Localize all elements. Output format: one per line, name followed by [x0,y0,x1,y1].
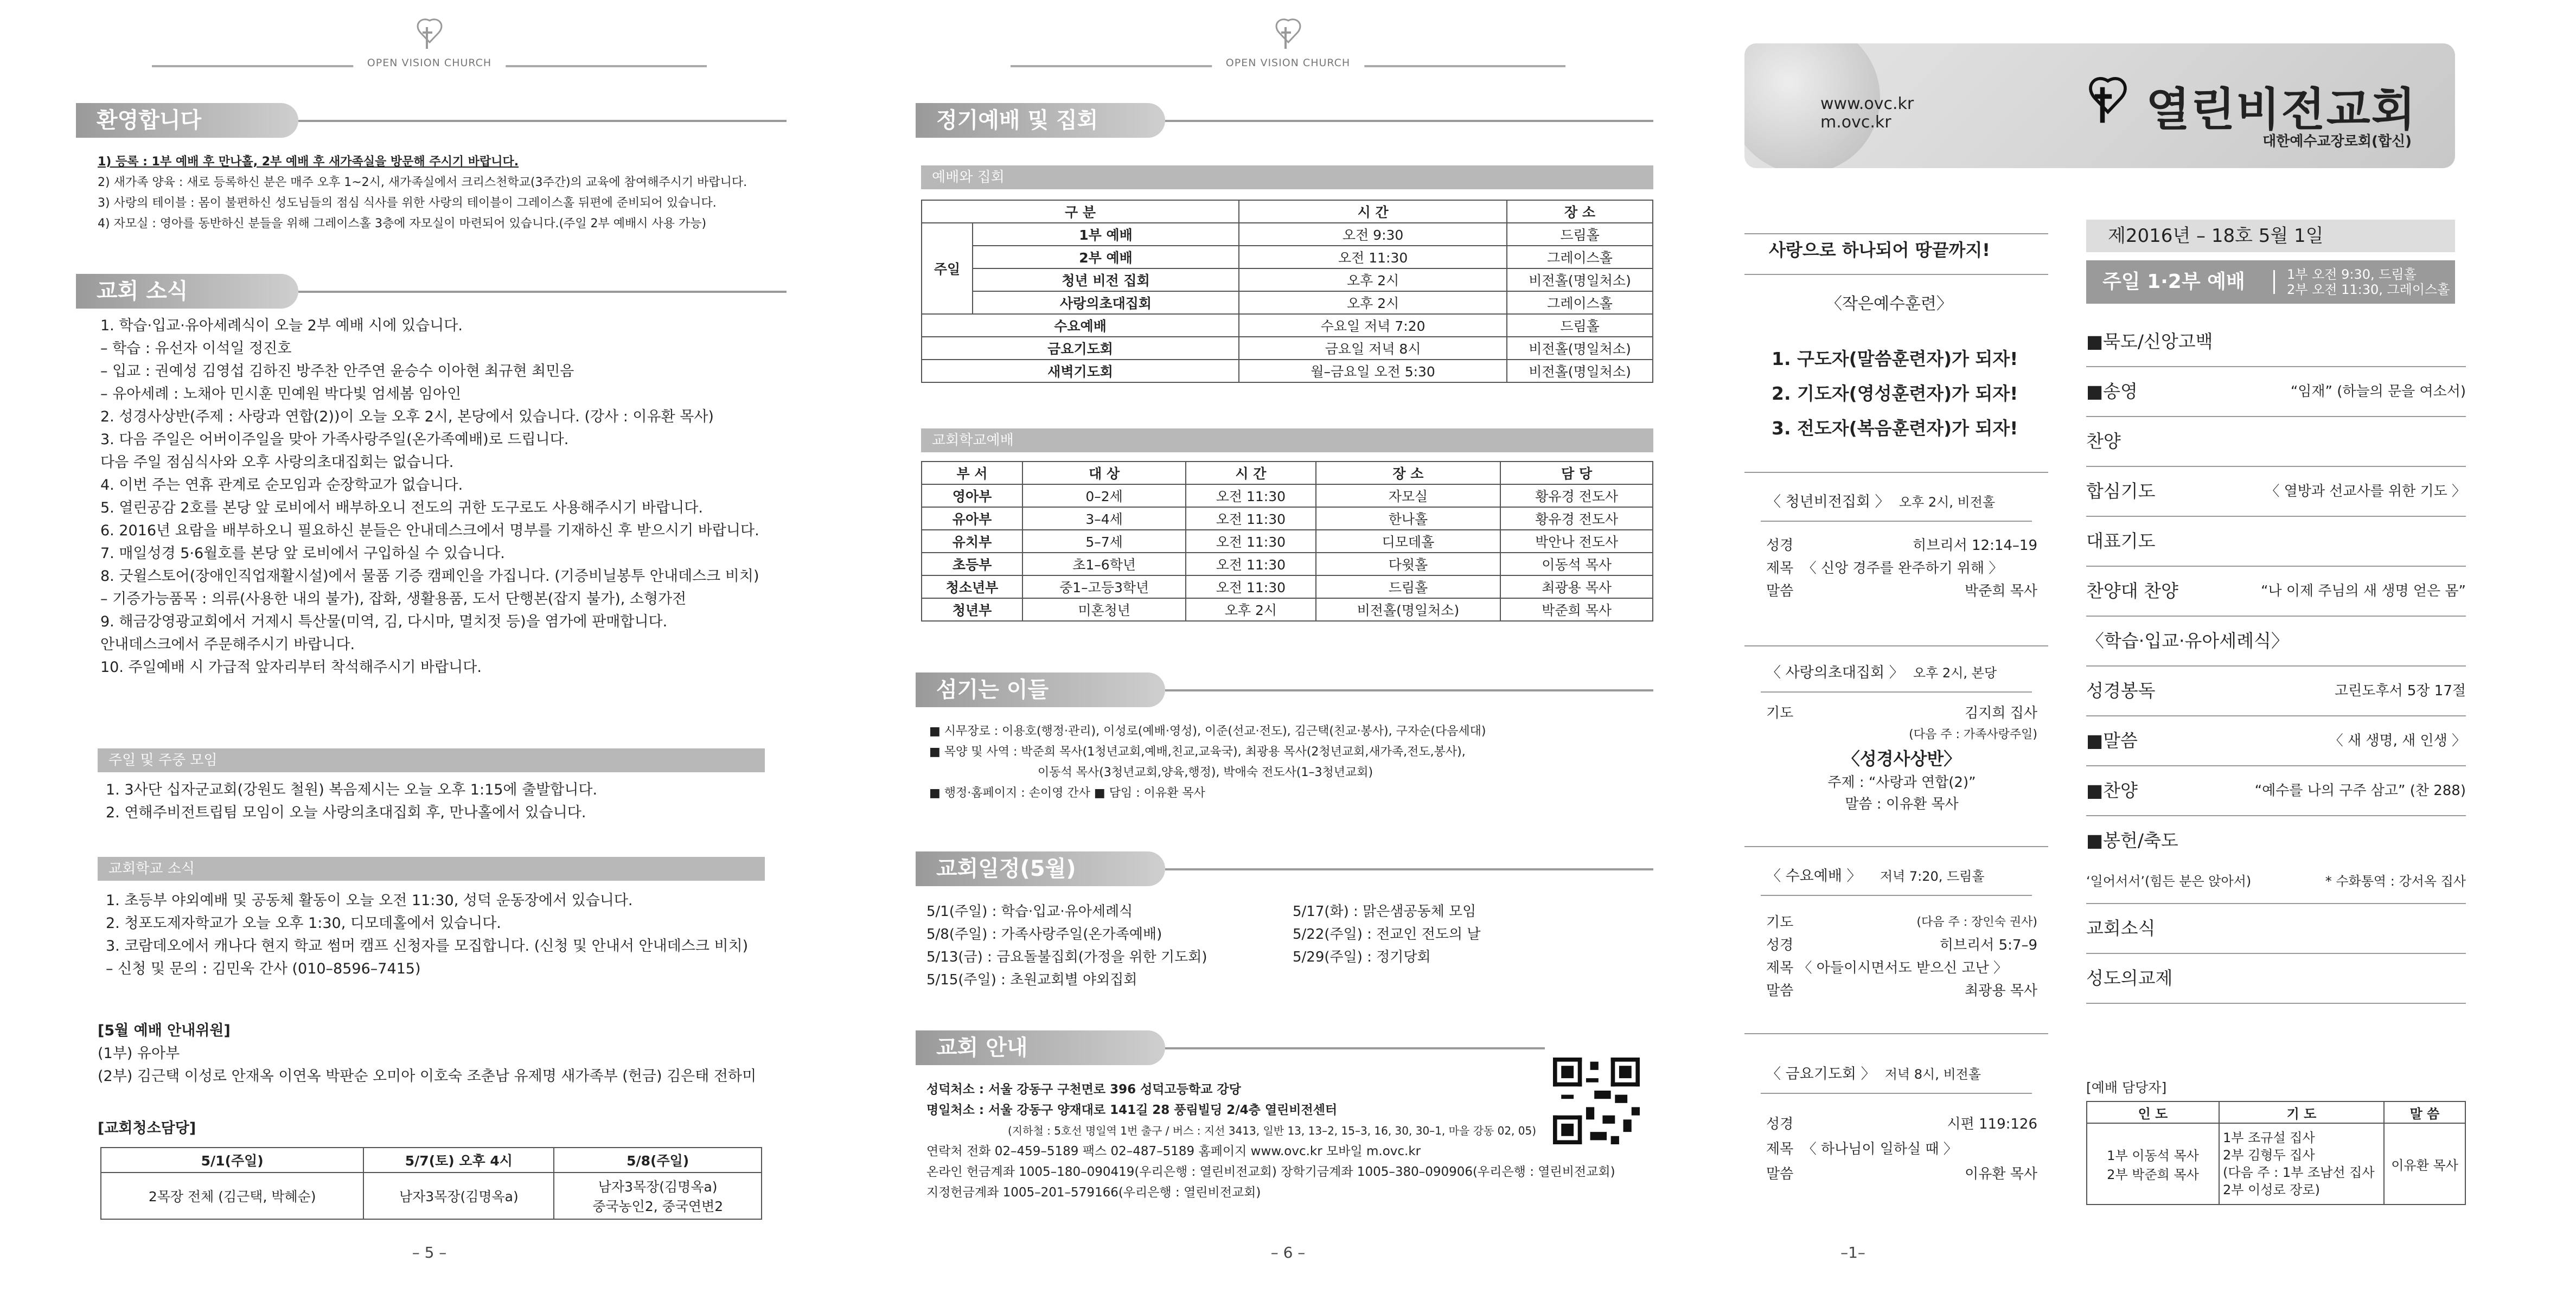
denomination: 대한예수교장로회(합신) [2262,133,2412,150]
order-item: 교회소식 [2086,904,2466,954]
cell-line: 남자3목장(김명옥a) [598,1179,718,1195]
detail-row [1766,1162,2037,1187]
news-item: 5. 열린공감 2호를 본당 앞 로비에서 배부하오니 전도의 귀한 도구로도 사용해주시기 바랍니다. [100,499,703,516]
table-cell: 영아부 [922,484,1022,507]
school-item: – 신청 및 문의 : 김민욱 간사 (010–8596–7415) [106,960,421,977]
table-cell: 오전 9:30 [1239,223,1507,246]
info-item: 성덕처소 : 서울 강동구 구천면로 396 성덕고등학교 강당 [926,1082,1241,1097]
column-rule [1744,1033,2048,1034]
detail-value: 히브리서 12:14–19 [1913,537,2037,554]
service-times [2287,267,2450,297]
school-news-list [106,889,748,981]
cell-line: 2부 김형두 집사 [2223,1148,2315,1163]
subsection-meetings-title: 주일 및 주중 모임 [98,748,765,772]
table-cell: 비전홀(명일처소) [1507,268,1653,291]
school-item: 1. 초등부 야외예배 및 공동체 활동이 오늘 오전 11:30, 성덕 운동장에서 있습니다. [106,892,633,909]
detail-row [1766,580,2037,603]
subsection-school-title: 교회학교 소식 [98,857,765,881]
detail-label: 말씀 [1766,983,1794,999]
info-item: 지정헌금계좌 1005–201–579166(우리은행 : 열린비전교회) [926,1186,1261,1200]
order-item [2086,517,2466,567]
table-header: 구 분 [922,200,1239,223]
order-value: “나 이제 주님의 새 생명 얻은 몸” [2261,583,2466,599]
may-ushers-title: [5월 예배 안내위원] [98,1022,231,1039]
order-label: 찬양 [2086,431,2121,452]
news-item: 4. 이번 주는 연휴 관계로 순모임과 순장학교가 없습니다. [100,477,463,494]
welcome-item: 1) 등록 : 1부 예배 후 만나홀, 2부 예배 후 새가족실을 방문해 주시기 바랍니다. [98,155,519,169]
page-number: –1– [1840,1244,1865,1261]
section-rule [298,120,787,122]
table-cell: 비전홀(명일처소) [1507,337,1653,360]
table-cell: 자모실 [1316,484,1501,507]
order-item [2086,716,2466,766]
news-item: 9. 해금강영광교회에서 거제시 특산물(미역, 김, 다시마, 멸치젓 등)을 염가에 판매합니다. [100,613,668,630]
table-group-cell: 주일 [922,223,973,314]
order-item [2086,766,2466,816]
table-cell: 오전 11:30 [1186,507,1315,530]
table-cell: 청년부 [922,598,1022,621]
table-header: 5/8(주일) [554,1148,762,1173]
meeting-item: 1. 3사단 십자군교회(강원도 철원) 복음제시는 오늘 오후 1:15에 출발합니다. [106,781,598,798]
url[interactable]: m.ovc.kr [1820,113,1891,132]
table-cell: 오전 11:30 [1186,575,1315,598]
school-item: 3. 코람데오에서 캐나다 현지 학교 썸머 캠프 신청자를 모집합니다. (신청 및 안내서 안내데스크 비치) [106,938,749,955]
table-cell: 초1–6학년 [1022,553,1186,575]
section-rule [1165,120,1653,122]
news-item: 다음 주일 점심식사와 오후 사랑의초대집회는 없습니다. [100,454,454,471]
table-header: 담 당 [1500,462,1653,484]
order-label: ■송영 [2086,381,2138,402]
detail-label: 제목 [1766,560,1794,576]
info-item: 온라인 헌금계좌 1005–180–090419(우리은행 : 열린비전교회) 장학기금계좌 1005–380–090906(우리은행 : 열린비전교회) [926,1165,1615,1179]
table-cell: 사랑의초대집회 [973,291,1239,314]
cleaning-table [100,1147,762,1220]
detail-value: 박준희 목사 [1965,583,2037,599]
section-worship-title: 정기예배 및 집회 [916,103,1165,138]
table-cell: 최광용 목사 [1500,575,1653,598]
goal-item: 3. 전도자(복음훈련자)가 되자! [1772,418,2018,439]
table-cell: 청소년부 [922,575,1022,598]
church-logo-icon [2081,73,2135,127]
table-cell: 유치부 [922,530,1022,553]
service-banner [2086,260,2455,304]
table-cell: 미혼청년 [1022,598,1186,621]
cell-line: 1부 이동석 목사 [2107,1148,2199,1163]
meetings-list [106,779,597,824]
table-cell: 유아부 [922,507,1022,530]
meeting-title: 〈 청년비전집회 〉 [1766,494,1890,510]
section-info-title: 교회 안내 [916,1030,1165,1065]
news-item: 7. 매일성경 5·6월호를 본당 앞 로비에서 구입하실 수 있습니다. [100,545,505,562]
table-cell: 드림홀 [1507,314,1653,337]
youth-meeting-details [1766,534,2037,603]
order-item [2086,617,2466,667]
table-cell: 수요예배 [922,314,1239,337]
table-cell: 드림홀 [1316,575,1501,598]
welcome-item: 4) 자모실 : 영아를 동반하신 분들을 위해 그레이스홀 3층에 자모실이 마련되어 있습니다.(주일 2부 예배시 사용 가능) [98,217,707,230]
table-header: 5/7(토) 오후 4시 [363,1148,554,1173]
table-cell: 금요일 저녁 8시 [1239,337,1507,360]
goal-item: 1. 구도자(말씀훈련자)가 되자! [1772,348,2018,369]
church-name: 열린비전교회 [2146,83,2417,136]
schedule-item: 5/1(주일) : 학습·입교·유아세례식 [926,904,1133,920]
detail-label: 성경 [1766,937,1794,953]
table-cell: 남자3목장(김명옥a) [363,1173,554,1219]
column-rule [1744,274,2048,275]
info-item: (지하철 : 5호선 명일역 1번 출구 / 버스 : 지선 3413, 일반 13, 13–2, 15–3, 16, 30, 30–1, 마을 강동 02, 05) [1008,1124,1537,1137]
table-cell: 그레이스홀 [1507,291,1653,314]
page-number: – 5 – [412,1244,447,1261]
youth-meeting-heading [1766,491,1995,514]
detail-note: (다음 주 : 가족사랑주일) [1909,728,2037,741]
running-header [859,16,1717,76]
news-item: 10. 주일예배 시 가급적 앞자리부터 착석해주시기 바랍니다. [100,659,482,676]
table-cell: 황유경 전도사 [1500,484,1653,507]
servant-item: ■ 시무장로 : 이용호(행정·관리), 이성로(예배·영성), 이준(선교·전도), 김근택(친교·봉사), 구자순(다음세대) [929,725,1486,738]
table-header: 말 씀 [2384,1101,2465,1123]
detail-row [1766,1137,2037,1162]
order-item [2086,467,2466,517]
order-value: “임재” (하늘의 문을 여소서) [2290,383,2466,400]
detail-row [1766,911,2037,934]
servant-item: ■ 행정·홈페이지 : 손이영 간사 ■ 담임 : 이유환 목사 [929,786,1205,800]
welcome-list [98,152,747,234]
section-servants-title: 섬기는 이들 [916,672,1165,707]
page-number: – 6 – [1270,1244,1306,1261]
table-header: 시 간 [1186,462,1315,484]
news-item: 안내데스크에서 주문해주시기 바랍니다. [100,636,355,653]
table-cell [2219,1123,2384,1205]
cell-line: (다음 주 : 1부 조남선 집사 [2223,1165,2375,1180]
schedule-item: 5/29(주일) : 정기당회 [1293,949,1431,965]
info-list [926,1079,1615,1203]
table-cell: 새벽기도회 [922,360,1239,382]
meeting-time: 오후 2시, 본당 [1913,665,1997,681]
school-worship-table [921,461,1653,622]
detail-value: 〈 아들이시면서도 받으신 고난 〉 [1798,960,2008,976]
news-item: 8. 굿윌스토어(장애인직업재활시설)에서 물품 기증 캠페인을 가집니다. (기증비닐봉투 안내데스크 비치) [100,568,759,585]
table-cell: 오전 11:30 [1239,246,1507,268]
info-item: 명일처소 : 서울 강동구 양재대로 141길 28 풍림빌딩 2/4층 열린비전센터 [926,1103,1338,1117]
order-item [2086,367,2466,417]
news-list [100,315,759,679]
duty-table [2086,1101,2466,1205]
schedule-right [1293,900,1481,969]
detail-value: 〈 하나님이 일하실 때 〉 [1802,1141,1958,1157]
table-cell: 중1–고등3학년 [1022,575,1186,598]
table-cell: 오전 11:30 [1186,530,1315,553]
detail-value: 시편 119:126 [1947,1116,2037,1132]
cell-line: 1부 조규설 집사 [2223,1130,2315,1145]
schedule-item: 5/22(주일) : 전교인 전도의 날 [1293,926,1481,943]
table-header: 기 도 [2219,1101,2384,1123]
heading-rule [1761,1093,2032,1094]
column-rule [1744,472,2048,473]
news-item: – 기증가능품목 : 의류(사용한 내의 불가), 잡화, 생활용품, 도서 단행본(잡지 불가), 소형가전 [100,591,687,607]
table-cell: 월–금요일 오전 5:30 [1239,360,1507,382]
servant-item: 이동석 목사(3청년교회,양육,행정), 박애숙 전도사(1–3청년교회) [1038,766,1373,779]
schedule-item: 5/13(금) : 금요돌불집회(가정을 위한 기도회) [926,949,1207,965]
cell-line: 2부 이성로 장로) [2223,1182,2320,1197]
slogan: 사랑으로 하나되어 땅끝까지! [1769,240,1990,260]
table-header: 대 상 [1022,462,1186,484]
detail-label: 제목 [1766,1141,1794,1157]
church-goals [1772,342,2018,446]
order-label: ■묵도/신앙고백 [2086,331,2213,352]
order-value: 고린도후서 5장 17절 [2335,683,2466,699]
detail-value: 김지희 집사 [1965,705,2037,721]
column-rule [1744,233,2048,234]
info-item: 연락처 전화 02–459–5189 팩스 02–487–5189 홈페이지 www.ovc.kr 모바일 m.ovc.kr [926,1144,1421,1158]
meeting-title: 〈 금요기도회 〉 [1766,1066,1876,1082]
table-cell: 박준희 목사 [1500,598,1653,621]
sign-language: * 수화통역 : 강서옥 집사 [2325,874,2466,889]
school-item: 2. 청포도제자학교가 오늘 오후 1:30, 디모데홀에서 있습니다. [106,915,501,932]
schedule-item: 5/17(화) : 맑은샘공동체 모임 [1293,904,1476,920]
meeting-time: 저녁 7:20, 드림홀 [1880,869,1985,884]
section-rule [1165,868,1653,870]
header-church-name: OPEN VISION CHURCH [353,57,506,69]
detail-row [1766,557,2037,580]
detail-row [1766,979,2037,1002]
class-title: 〈성경사상반〉 [1842,748,1961,769]
church-urls [1820,95,1914,132]
class-theme: 주제 : “사랑과 연합(2)” [1827,774,1976,791]
table-cell: 이동석 목사 [1500,553,1653,575]
detail-value: 최광용 목사 [1965,983,2037,999]
news-item: – 입교 : 권예성 김영섭 김하진 방주찬 안주연 윤승수 이아현 최규현 최민음 [100,363,574,380]
schedule-item: 5/15(주일) : 초원교회별 야외집회 [926,972,1137,988]
wednesday-service-details [1766,911,2037,1002]
order-item [2086,567,2466,617]
goal-item: 2. 기도자(영성훈련자)가 되자! [1772,383,2018,404]
detail-label: 제목 [1766,960,1794,976]
welcome-item: 3) 사랑의 테이블 : 몸이 불편하신 성도님들의 점심 식사를 위한 사랑의 테이블이 그레이스홀 뒤편에 준비되어 있습니다. [98,196,717,210]
table-cell: 디모데홀 [1316,530,1501,553]
divider [2273,270,2275,294]
table-cell [554,1173,762,1219]
table-header: 부 서 [922,462,1022,484]
meeting-title: 〈 수요예배 〉 [1766,868,1862,885]
running-header [0,16,859,76]
order-item [2086,417,2466,467]
servant-item: ■ 목양 및 사역 : 박준희 목사(1청년교회,예배,친교,교육국), 최광용 목사(2청년교회,새가족,전도,봉사), [929,745,1466,759]
section-rule [1165,689,1653,691]
cell-line: 2부 박준희 목사 [2107,1167,2199,1182]
table-cell: 오후 2시 [1239,291,1507,314]
table-header: 장 소 [1316,462,1501,484]
column-rule [1744,645,2048,646]
order-label: ■말씀 [2086,730,2138,751]
qr-code-icon[interactable] [1553,1058,1640,1144]
duty-title: [예배 담당자] [2086,1080,2167,1096]
order-label: ■찬양 [2086,780,2138,801]
friday-prayer-heading [1766,1063,1981,1086]
table-header: 인 도 [2087,1101,2219,1123]
table-cell: 오전 11:30 [1186,484,1315,507]
order-item [2086,816,2466,865]
invite-meeting-heading [1766,662,1997,684]
table-cell: 황유경 전도사 [1500,507,1653,530]
news-item: 2. 성경사상반(주제 : 사랑과 연합(2))이 오늘 오후 2시, 본당에서 있습니다. (강사 : 이유환 목사) [100,408,714,425]
order-label: 성경봉독 [2086,680,2156,701]
training-theme: 〈작은예수훈련〉 [1826,294,1953,313]
table-cell: 비전홀(명일처소) [1316,598,1501,621]
page-5 [0,0,859,1294]
page-1 [1717,0,2576,1294]
detail-label: 기도 [1766,914,1794,931]
section-welcome-title: 환영합니다 [76,103,298,138]
invite-meeting-details [1766,702,2037,815]
service-time: 2부 오전 11:30, 그레이스홀 [2287,282,2450,297]
detail-label: 말씀 [1766,1166,1794,1182]
may-ushers-item: (1부) 유아부 [98,1045,180,1062]
table-header: 5/1(주일) [101,1148,363,1173]
table-cell: 3–4세 [1022,507,1186,530]
cell-line: 중국농인2, 중국연변2 [592,1199,724,1214]
section-schedule-title: 교회일정(5월) [916,851,1165,886]
wednesday-service-heading [1766,865,1985,888]
detail-label: 말씀 [1766,583,1794,599]
table-cell: 오후 2시 [1239,268,1507,291]
heading-rule [1761,691,2032,693]
order-label: ■봉헌/축도 [2086,830,2178,851]
meeting-time: 오후 2시, 비전홀 [1899,495,1996,510]
servants-list [929,721,1486,804]
detail-row [1766,934,2037,957]
news-item: 1. 학습·입교·유아세례식이 오늘 2부 예배 시에 있습니다. [100,317,463,334]
heading-rule [1761,895,2032,896]
schedule-left [926,900,1207,991]
masthead [1744,43,2455,168]
detail-value: 히브리서 5:7–9 [1939,937,2037,953]
class-speaker: 말씀 : 이유환 목사 [1845,796,1959,812]
table-cell: 2목장 전체 (김근택, 박혜순) [101,1173,363,1219]
news-item: 3. 다음 주일은 어버이주일을 맞아 가족사랑주일(온가족예배)로 드립니다. [100,431,569,448]
detail-label: 기도 [1766,705,1794,721]
table-cell: 박안나 전도사 [1500,530,1653,553]
table-cell [2087,1123,2219,1205]
heading-rule [1761,521,2032,522]
url[interactable]: www.ovc.kr [1820,94,1914,113]
detail-row [1766,1112,2037,1137]
subsection-school-worship-title: 교회학교예배 [921,428,1653,452]
table-cell: 비전홀(명일처소) [1507,360,1653,382]
table-cell: 한나홀 [1316,507,1501,530]
offering-note [2086,865,2466,904]
detail-label: 성경 [1766,537,1794,554]
worship-table [921,200,1653,383]
subsection-worship-title: 예배와 집회 [921,165,1653,189]
news-item: – 유아세례 : 노채아 민시훈 민예원 박다빛 엄세봄 임아인 [100,386,462,402]
page-6 [859,0,1717,1294]
may-ushers [98,1020,756,1088]
friday-prayer-details [1766,1112,2037,1187]
meeting-title: 〈 사랑의초대집회 〉 [1766,664,1904,681]
detail-label: 성경 [1766,1116,1794,1132]
section-news-title: 교회 소식 [76,274,298,309]
section-rule [1165,1047,1545,1049]
header-church-name: OPEN VISION CHURCH [1212,57,1364,69]
table-cell: 초등부 [922,553,1022,575]
table-cell: 오전 11:30 [1186,553,1315,575]
service-title: 주일 1·2부 예배 [2102,271,2245,293]
order-value: 〈 새 생명, 새 인생 〉 [2329,733,2466,749]
table-cell: 수요일 저녁 7:20 [1239,314,1507,337]
table-cell: 오후 2시 [1186,598,1315,621]
detail-value: 이유환 목사 [1965,1166,2037,1182]
order-value: “예수를 나의 구주 삼고” (찬 288) [2254,783,2466,799]
detail-row [1766,957,2037,979]
table-cell: 5–7세 [1022,530,1186,553]
schedule-item: 5/8(주일) : 가족사랑주일(온가족예배) [926,926,1162,943]
detail-value: 〈 신앙 경주를 완주하기 위해 〉 [1802,560,2003,576]
table-cell: 이유환 목사 [2384,1123,2465,1205]
detail-row [1766,702,2037,724]
table-cell: 그레이스홀 [1507,246,1653,268]
meeting-item: 2. 연해주비전트립팀 모임이 오늘 사랑의초대집회 후, 만나홀에서 있습니다. [106,804,586,821]
service-time: 1부 오전 9:30, 드림홀 [2287,267,2417,282]
table-cell: 청년 비전 집회 [973,268,1239,291]
detail-row [1766,534,2037,557]
welcome-item: 2) 새가족 양육 : 새로 등록하신 분은 매주 오후 1~2시, 새가족실에서 크리스천학교(3주간)의 교육에 참여해주시기 바랍니다. [98,176,747,189]
order-label: 찬양대 찬양 [2086,580,2178,601]
meeting-time: 저녁 8시, 비전홀 [1884,1067,1981,1082]
table-cell: 다윗홀 [1316,553,1501,575]
order-label: 합심기도 [2086,481,2156,502]
column-rule [1744,846,2048,847]
news-item: – 학습 : 유선자 이석일 정진호 [100,340,292,357]
table-header: 장 소 [1507,200,1653,223]
order-label: 〈학습·입교·유아세례식〉 [2086,630,2289,651]
table-cell: 1부 예배 [973,223,1239,246]
table-header: 시 간 [1239,200,1507,223]
may-ushers-item: (2부) 김근택 이성로 안재옥 이연옥 박판순 오미아 이호숙 조춘남 유제명 새가족부 (헌금) 김은태 전하미 [98,1068,757,1085]
order-item [2086,667,2466,716]
news-item: 6. 2016년 요람을 배부하오니 필요하신 분들은 안내데스크에서 명부를 기재하신 후 받으시기 바랍니다. [100,522,759,539]
order-item: 성도의교제 [2086,954,2466,1004]
table-cell: 0–2세 [1022,484,1186,507]
cleaning-title: [교회청소담당] [98,1120,196,1137]
church-logo-icon [411,16,449,54]
order-of-service [2086,317,2466,1004]
order-item [2086,317,2466,367]
table-cell: 드림홀 [1507,223,1653,246]
order-label: 대표기도 [2086,530,2156,552]
table-cell: 2부 예배 [973,246,1239,268]
offering-song: ‘일어서서’(힘든 분은 앉아서) [2086,874,2252,889]
order-value: 〈 열방과 선교사를 위한 기도 〉 [2265,483,2466,499]
section-rule [298,291,787,293]
table-cell: 금요기도회 [922,337,1239,360]
issue-date: 제2016년 – 18호 5월 1일 [2086,220,2455,252]
church-logo-icon [1269,16,1307,54]
detail-value: (다음 주 : 장인숙 권사) [1916,915,2037,929]
